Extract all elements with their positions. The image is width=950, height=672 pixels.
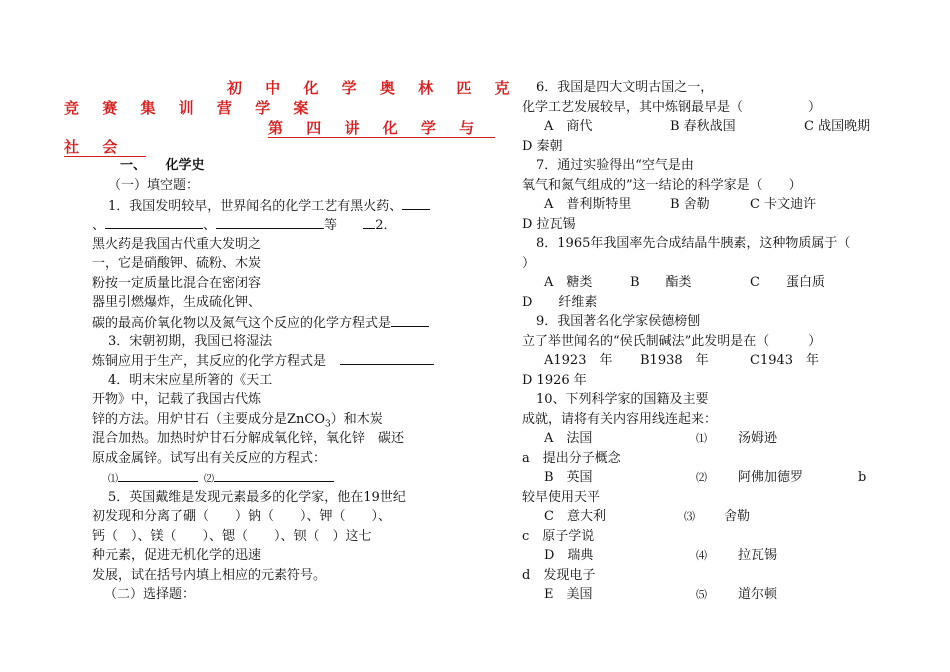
q2-line-4: 器里引燃爆炸，生成硫化钾、	[92, 295, 262, 310]
q1-blank-2[interactable]	[105, 216, 203, 229]
q8-line-2: ）	[522, 256, 536, 271]
q5-line-5: 发展，试在括号内填上相应的元素符号。	[92, 568, 327, 583]
q4-line-1: 4．明末宋应星所箸的《天工	[108, 373, 273, 388]
q9-line-1: 9．我国著名化学家侯德榜刨	[536, 314, 701, 329]
q4-answer-label-1: ⑴	[108, 474, 118, 485]
q10-number-4: ⑷	[696, 549, 707, 562]
title-line-4: 社 会	[64, 138, 146, 157]
q10-achievement-c: c 原子学说	[522, 529, 595, 544]
q3-line-1: 3．宋朝初期，我国已将湿法	[108, 334, 273, 349]
q1-text	[108, 197, 430, 216]
q7-option-d[interactable]: D 拉瓦锡	[522, 217, 576, 232]
q10-country-c: C 意大利	[544, 509, 606, 524]
q10-number-5: ⑸	[696, 588, 707, 601]
q2-answer-blank[interactable]	[391, 314, 429, 327]
q1-sep-1: 、	[92, 218, 106, 233]
q10-achievement-a: a 提出分子概念	[522, 451, 621, 466]
q7-option-c[interactable]: C 卡文迪许	[750, 197, 817, 212]
q10-scientist-3: 舍勒	[724, 509, 751, 524]
q5-line-2: 初发现和分离了硼（ ）钠（ ）、钾（ ）、	[92, 509, 392, 524]
q1-blank-3[interactable]	[216, 216, 324, 229]
q5-line-1: 5．英国戴维是发现元素最多的化学家，他在19世纪	[108, 490, 406, 505]
q4-answer-blank-2[interactable]	[214, 469, 334, 482]
q2-line-1: 黑火药是我国古代重大发明之	[92, 237, 262, 252]
q2-line-5	[92, 314, 429, 333]
q7-option-b[interactable]: B 舍勒	[670, 197, 710, 212]
q10-scientist-1: 汤姆逊	[738, 431, 778, 446]
q7-line-1: 7．通过实验得出“空气是由	[536, 158, 694, 173]
q10-achievement-b-letter: b	[858, 470, 867, 485]
q10-scientist-4: 拉瓦锡	[738, 548, 778, 563]
q2-line-3: 粉按一定质量比混合在密闭容	[92, 276, 262, 291]
q3-answer-blank[interactable]	[340, 352, 434, 365]
q9-line-2: 立了举世闻名的“侯氏制碱法”此发明是在（ ）	[522, 334, 822, 349]
q10-number-2: ⑵	[696, 471, 707, 484]
q1-blank-1[interactable]	[402, 197, 430, 210]
q10-country-e: E 美国	[544, 587, 593, 602]
title-line-1: 初 中 化 学 奥 林 匹 克	[227, 79, 519, 97]
q2-stem: 碳的最高价氧化物以及氮气这个反应的化学方程式是	[92, 316, 392, 331]
section-1-heading: 一、 化学史	[120, 158, 205, 173]
q2-line-2: 一，它是硝酸钾、硫粉、木炭	[92, 256, 262, 271]
q9-option-c[interactable]: C1943 年	[750, 353, 820, 368]
q8-option-a[interactable]: A 糖类	[544, 275, 593, 290]
q6-option-a[interactable]: A 商代	[544, 119, 593, 134]
q4-line-2: 开物》中，记载了我国古代炼	[92, 392, 262, 407]
q10-achievement-b: 较早使用天平	[522, 490, 601, 505]
q1-blanks-line	[92, 216, 396, 235]
q8-option-d[interactable]: D 纤维素	[522, 295, 598, 310]
q9-option-b[interactable]: B1938 年	[640, 353, 709, 368]
q6-line-2: 化学工艺发展较早，其中炼钢最早是（ ）	[522, 100, 822, 115]
q10-achievement-d: d 发现电子	[522, 568, 596, 583]
q10-number-1: ⑴	[696, 432, 707, 445]
q10-country-d: D 瑞典	[544, 548, 594, 563]
q10-scientist-5: 道尔顿	[738, 587, 778, 602]
q10-country-b: B 英国	[544, 470, 593, 485]
q2-number: 2．	[375, 218, 397, 233]
q1-end: 等	[324, 218, 338, 233]
q4-answer-blank-1[interactable]	[118, 469, 198, 482]
q5-line-3: 钙（ ）、镁（ ）、锶（ ）、钡（ ）这七	[92, 529, 372, 544]
title-line-3: 第 四 讲 化 学 与	[268, 119, 495, 138]
part-1-heading: （一）填空题：	[108, 178, 200, 193]
q8-option-b[interactable]: B 酯类	[630, 275, 692, 290]
title-line-2: 竞 赛 集 训 营 学 案	[64, 99, 318, 117]
q4-stem-b: ）和木炭	[330, 412, 383, 427]
part-2-heading: （二）选择题：	[104, 587, 196, 602]
q7-option-a[interactable]: A 普利斯特里	[544, 197, 632, 212]
q4-line-5: 原成金属锌。试写出有关反应的方程式：	[92, 451, 327, 466]
q4-subscript: 3	[325, 419, 331, 430]
q9-option-a[interactable]: A1923 年	[544, 353, 613, 368]
q10-number-3: ⑶	[684, 510, 695, 523]
q5-line-4: 种元素，促进无机化学的迅速	[92, 548, 262, 563]
q3-stem: 炼铜应用于生产，其反应的化学方程式是	[92, 354, 327, 369]
q10-line-2: 成就，请将有关内容用线连起来：	[522, 412, 718, 427]
q4-line-4: 混合加热。加热时炉甘石分解成氧化锌，氧化锌 碳还	[92, 431, 405, 446]
q1-stem: 1．我国发明较早，世界闻名的化学工艺有黑火药、	[108, 199, 403, 214]
q6-option-d[interactable]: D 秦朝	[522, 139, 563, 154]
q7-line-2: 氧气和氮气组成的”这一结论的科学家是（ ）	[522, 178, 802, 193]
q4-answers	[108, 469, 334, 489]
q10-line-1: 10、下列科学家的国籍及主要	[536, 392, 709, 407]
q4-stem-a: 锌的方法。用炉甘石（主要成分是ZnCO	[92, 412, 326, 427]
q6-option-c[interactable]: C 战国晚期	[804, 119, 871, 134]
q8-line-1: 8．1965年我国率先合成结晶牛胰素，这种物质属于（	[536, 236, 851, 251]
q1-sep-2: 、	[203, 218, 217, 233]
q8-option-c[interactable]: C 蛋白质	[750, 275, 825, 290]
q10-country-a: A 法国	[544, 431, 593, 446]
q6-option-b[interactable]: B 春秋战国	[670, 119, 736, 134]
q4-answer-label-2: ⑵	[204, 474, 214, 485]
q6-line-1: 6．我国是四大文明古国之一，	[536, 80, 714, 95]
q1-blank-4[interactable]	[363, 216, 375, 229]
q9-option-d[interactable]: D 1926 年	[522, 373, 587, 388]
q10-scientist-2: 阿佛加德罗	[738, 470, 804, 485]
q3-line-2	[92, 352, 434, 371]
